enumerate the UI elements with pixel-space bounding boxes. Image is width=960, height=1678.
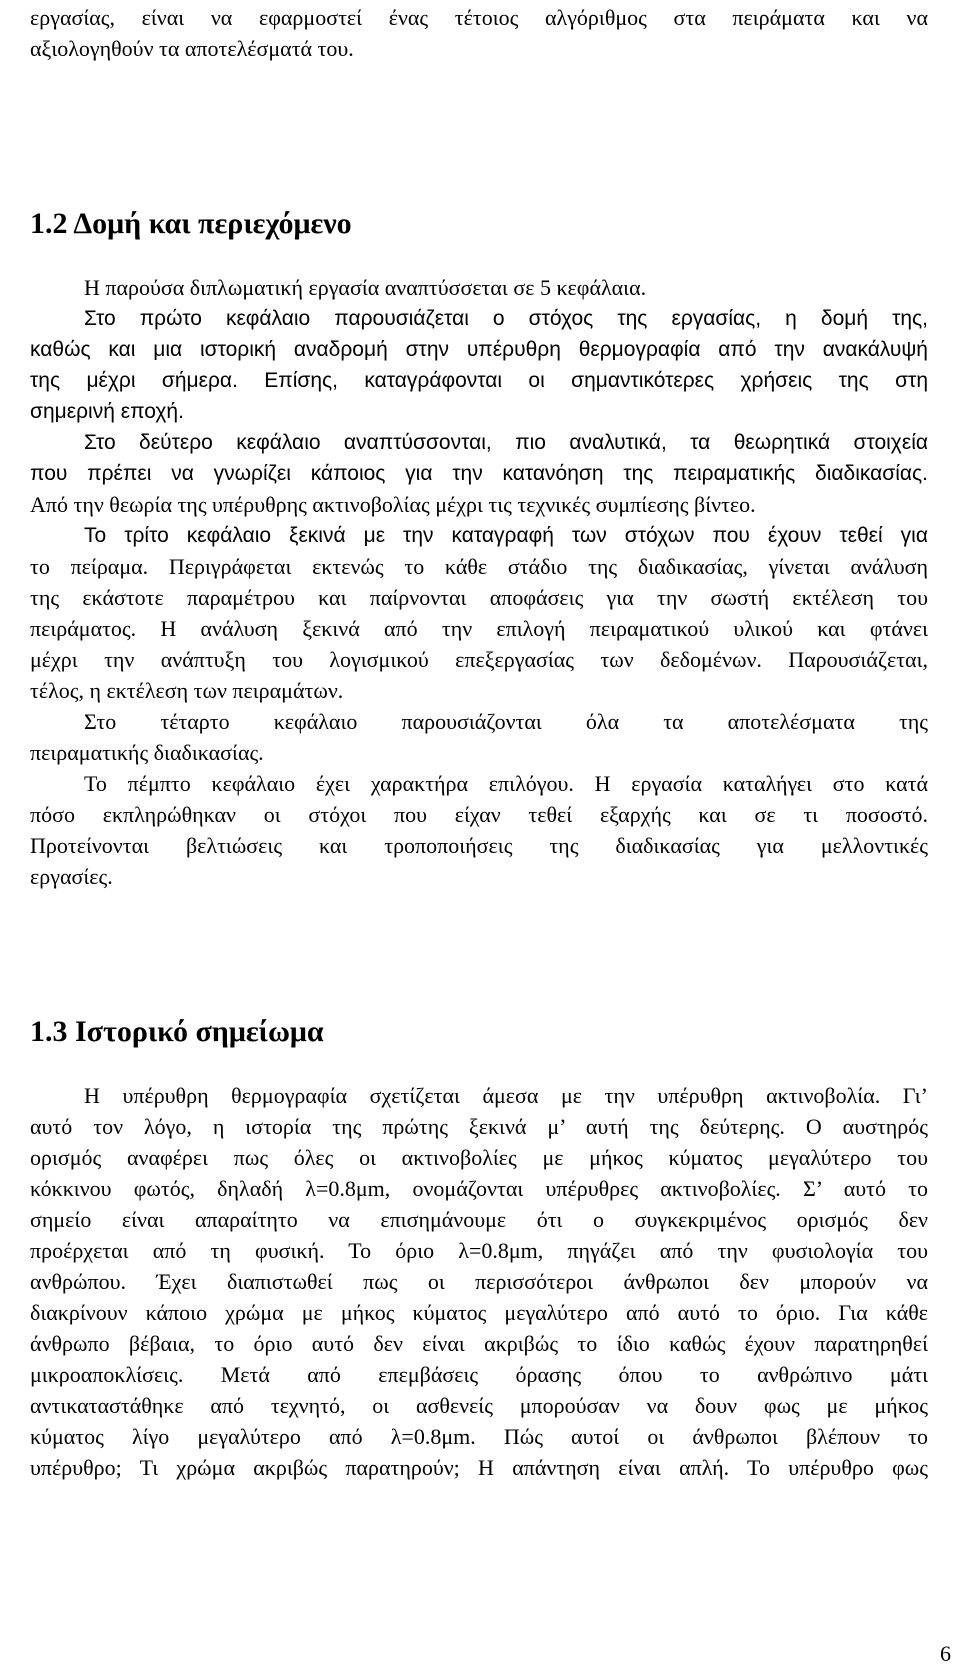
page-number: 6 [940, 1641, 951, 1666]
body-line: μέχρι την ανάπτυξη του λογισμικού επεξεργασίας των δεδομένων. Παρουσιάζεται, [30, 647, 928, 672]
body-line: ορισμός αναφέρει πως όλες οι ακτινοβολίες με μήκος κύματος μεγαλύτερο του [30, 1145, 928, 1170]
body-line: εργασίας, είναι να εφαρμοστεί ένας τέτοιος αλγόριθμος στα πειράματα και να [30, 5, 928, 30]
body-line: Στο τέταρτο κεφάλαιο παρουσιάζονται όλα τα αποτελέσματα της [84, 709, 928, 734]
body-line: της μέχρι σήμερα. Επίσης, καταγράφονται οι σημαντικότερες χρήσεις της στη [30, 369, 928, 392]
body-line: Η υπέρυθρη θερμογραφία σχετίζεται άμεσα με την υπέρυθρη ακτινοβολία. Γι’ [84, 1083, 928, 1108]
body-line: άνθρωπο βέβαια, το όριο αυτό δεν είναι ακριβώς το ίδιο καθώς έχουν παρατηρηθεί [30, 1331, 928, 1356]
body-line: εργασίες. [30, 864, 113, 889]
body-line: το πείραμα. Περιγράφεται εκτενώς το κάθε στάδιο της διαδικασίας, γίνεται ανάλυση [30, 554, 928, 579]
body-line: Το τρίτο κεφάλαιο ξεκινά με την καταγραφή των στόχων που έχουν τεθεί για [84, 524, 928, 547]
body-line: Προτείνονται βελτιώσεις και τροποποιήσεις της διαδικασίας για μελλοντικές [30, 833, 928, 858]
body-line: της εκάστοτε παραμέτρου και παίρνονται αποφάσεις για την σωστή εκτέλεση του [30, 585, 928, 610]
section-heading-1-2: 1.2 Δομή και περιεχόμενο [30, 207, 352, 240]
body-line: αντικαταστάθηκε από τεχνητό, οι ασθενείς μπορούσαν να δουν φως με μήκος [30, 1393, 928, 1418]
body-line: Η παρούσα διπλωματική εργασία αναπτύσσεται σε 5 κεφάλαια. [84, 275, 647, 300]
body-line: κύματος λίγο μεγαλύτερο από λ=0.8μm. Πώς αυτοί οι άνθρωποι βλέπουν το [30, 1424, 928, 1449]
body-line: καθώς και μια ιστορική αναδρομή στην υπέρυθρη θερμογραφία από την ανακάλυψή [30, 338, 928, 361]
body-line: Στο πρώτο κεφάλαιο παρουσιάζεται ο στόχος της εργασίας, η δομή της, [84, 307, 928, 330]
body-line: πόσο εκπληρώθηκαν οι στόχοι που είχαν τεθεί εξαρχής και σε τι ποσοστό. [30, 802, 928, 827]
body-line: ανθρώπου. Έχει διαπιστωθεί πως οι περισσότεροι άνθρωποι δεν μπορούν να [30, 1269, 928, 1294]
body-line: κόκκινου φωτός, δηλαδή λ=0.8μm, ονομάζονται υπέρυθρες ακτινοβολίες. Σ’ αυτό το [30, 1176, 928, 1201]
body-line: σημείο είναι απαραίτητο να επισημάνουμε ότι ο συγκεκριμένος ορισμός δεν [30, 1207, 928, 1232]
body-line: Το πέμπτο κεφάλαιο έχει χαρακτήρα επιλόγου. Η εργασία καταλήγει στο κατά [84, 771, 928, 796]
section-heading-1-3: 1.3 Ιστορικό σημείωμα [30, 1015, 324, 1048]
body-line: αξιολογηθούν τα αποτελέσματά του. [30, 36, 354, 61]
body-line: πειραματικής διαδικασίας. [30, 740, 264, 765]
body-line: σημερινή εποχή. [30, 400, 184, 423]
body-line: Στο δεύτερο κεφάλαιο αναπτύσσονται, πιο αναλυτικά, τα θεωρητικά στοιχεία [84, 431, 928, 454]
body-line: διακρίνουν κάποιο χρώμα με μήκος κύματος μεγαλύτερο από αυτό το όριο. Για κάθε [30, 1300, 928, 1325]
body-line: υπέρυθρο; Τι χρώμα ακριβώς παρατηρούν; Η απάντηση είναι απλή. Το υπέρυθρο φως [30, 1455, 928, 1480]
body-line: που πρέπει να γνωρίζει κάποιος για την κατανόηση της πειραματικής διαδικασίας. [30, 462, 928, 485]
body-line: Από την θεωρία της υπέρυθρης ακτινοβολίας μέχρι τις τεχνικές συμπίεσης βίντεο. [30, 492, 756, 517]
body-line: μικροαποκλίσεις. Μετά από επεμβάσεις όρασης όπου το ανθρώπινο μάτι [30, 1362, 928, 1387]
body-line: τέλος, η εκτέλεση των πειραμάτων. [30, 678, 344, 703]
body-line: πειράματος. Η ανάλυση ξεκινά από την επιλογή πειραματικού υλικού και φτάνει [30, 616, 928, 641]
body-line: προέρχεται από τη φυσική. Το όριο λ=0.8μm, πηγάζει από την φυσιολογία του [30, 1238, 928, 1263]
body-line: αυτό τον λόγο, η ιστορία της πρώτης ξεκινά μ’ αυτή της δεύτερης. Ο αυστηρός [30, 1114, 928, 1139]
